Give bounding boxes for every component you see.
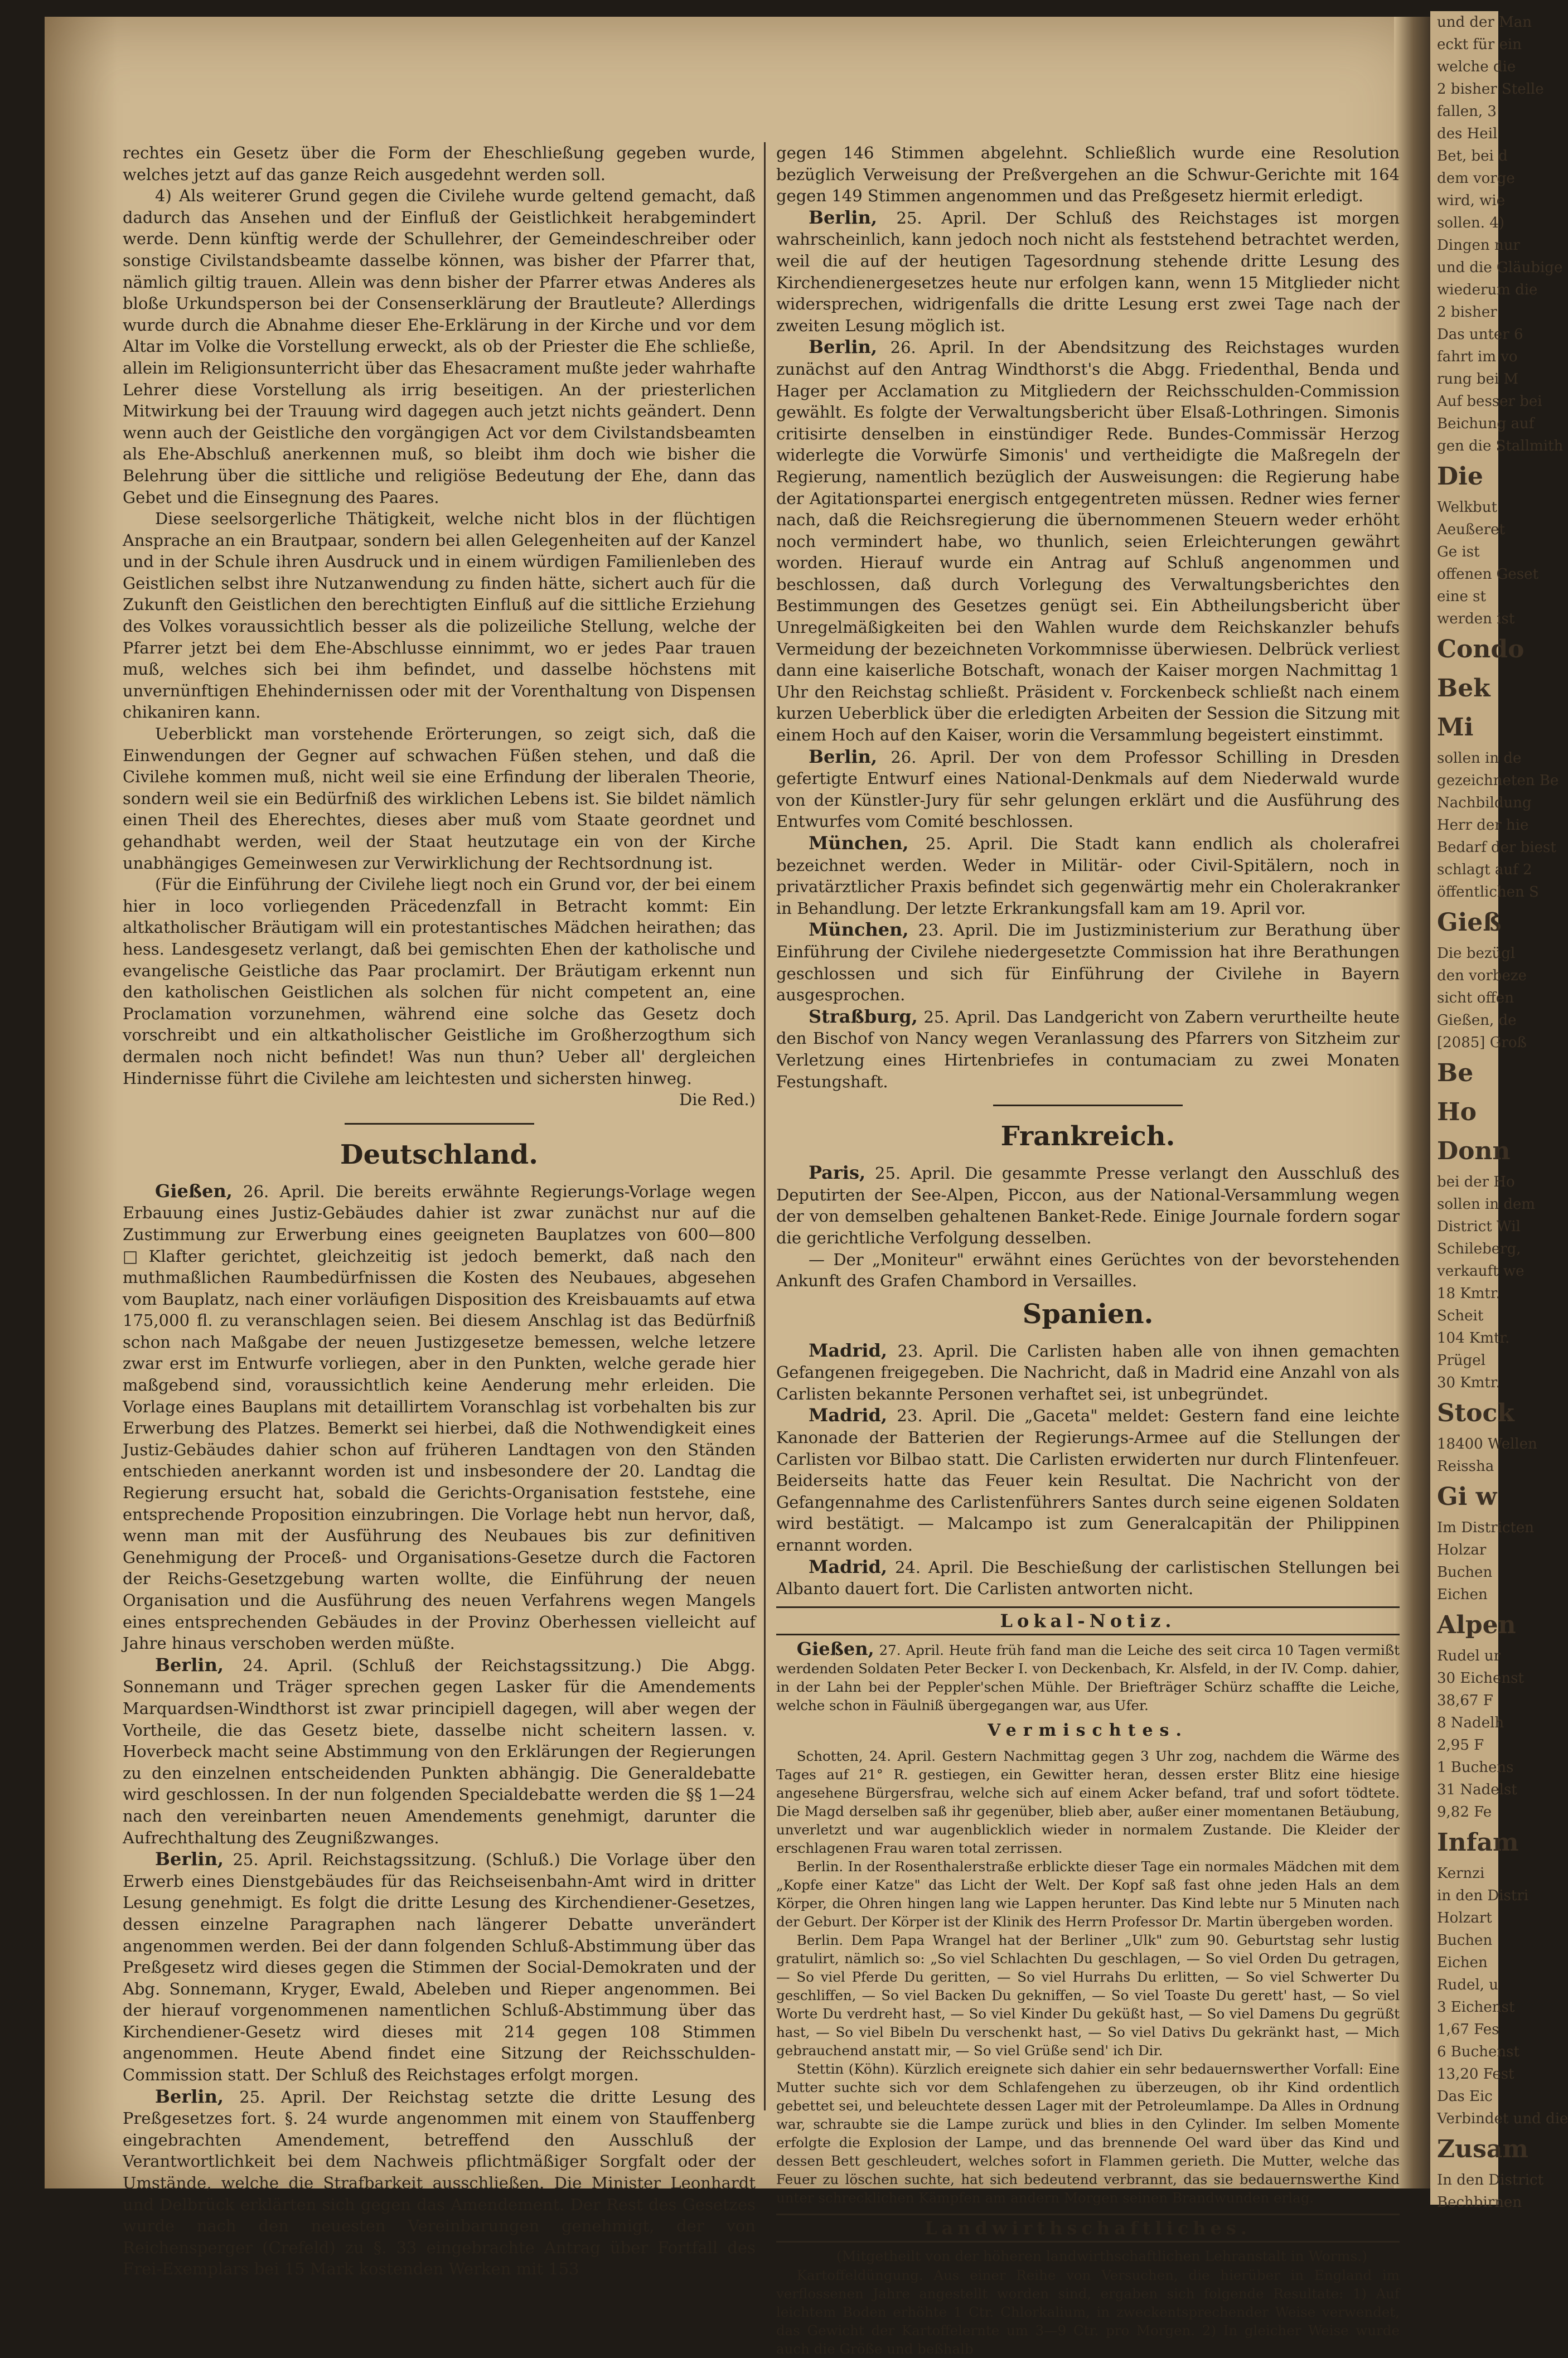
dateline-place: München, xyxy=(809,832,909,854)
adjacent-page-fragment: des Heil xyxy=(1437,125,1498,142)
news-text: 23. April. Die Carlisten haben alle von ihnen gemachten Gefangenen freigegeben. Die Nachricht, daß in Madrid eine Anzahl von als Carlisten bekannte Personen verhaftet sei, ist unbegründet. xyxy=(776,1341,1400,1403)
adjacent-page-fragment: Infam xyxy=(1437,1828,1519,1857)
landwirthschaftliches-heading: Landwirthschaftliches. xyxy=(776,2214,1400,2243)
adjacent-page-fragment: dem vorge xyxy=(1437,170,1515,187)
adjacent-page-fragment: Herr der hie xyxy=(1437,817,1529,834)
adjacent-page-fragment: Holzar xyxy=(1437,1542,1487,1558)
adjacent-page-fragment: Die xyxy=(1437,462,1483,491)
news-item xyxy=(776,832,1400,919)
adjacent-page-fragment: 6 Buchenst xyxy=(1437,2044,1519,2060)
lokal-notiz-heading: Lokal-Notiz. xyxy=(776,1606,1400,1635)
column-right xyxy=(776,142,1400,2358)
adjacent-page-fragment: öffentlichen S xyxy=(1437,884,1539,900)
news-item: Kartoffeldüngung. Aus einer Reihe von Versuchen, die hierüber in England im verflossenen Jahre angestellt worden sind, ergaben sich folgende Resultate: 1) Auf leichtem Boden erhöhte 1 Ctr. Chlorkalium, in zweckentsprechender Weise verwendet, das Gewicht der Kartoffelernte um 3—9 Ctr. pro Morgen. 2) In gleicher Weise wurde auch die Größe und beßhalb xyxy=(776,2267,1400,2357)
adjacent-page-fragment: Beichung auf xyxy=(1437,415,1535,432)
news-text: 25. April. Reichstagssitzung. (Schluß.) Die Vorlage über den Erwerb eines Dienstgebäudes für das Reichseisenbahn-Amt wird in dritter Lesung genehmigt. Es folgt die dritte Lesung des Kirchendiener-Gesetzes, dessen einzelne Paragraphen nach längerer Debatte unverändert angenommen werden. Bei der dann folgenden Schluß-Abstimmung über das Preßgesetz wird dieses gegen die Stimmen der Social-Demokraten und der Abg. Sonnemann, Kryger, Ewald, Abeleben und Rieper angenommen. Bei der hierauf vorgenommenen namentlichen Schluß-Abstimmung über das Kirchendiener-Gesetz wird dieses mit 214 gegen 108 Stimmen angenommen. Heute Abend findet eine Sitzung der Reichsschulden-Commission statt. Der Schluß des Reichstages erfolgt morgen. xyxy=(123,1850,756,2085)
dateline-place: Madrid, xyxy=(809,1556,888,1577)
adjacent-page-fragment: 30 Eichenst xyxy=(1437,1670,1524,1687)
adjacent-page-fragment: sollen in dem xyxy=(1437,1196,1536,1213)
adjacent-page-fragment: 31 Nadelst xyxy=(1437,1781,1517,1798)
news-text: 27. April. Heute früh fand man die Leiche des seit circa 10 Tagen vermißt werdenden Soldaten Peter Becker I. von Deckenbach, Kr. Alsfeld, in der IV. Comp. dahier, in der Lahn bei der Peppler'schen Mühle. Der Briefträger Schürz schaffte die Leiche, welche schon in Fäulniß übergegangen war, aus Ufer. xyxy=(776,1642,1400,1713)
adjacent-page-fragment: Gieß xyxy=(1437,908,1502,937)
dateline-place: Berlin, xyxy=(155,1654,224,1676)
article-paragraph: gegen 146 Stimmen abgelehnt. Schließlich wurde eine Resolution bezüglich Verweisung der Preßvergehen an die Schwur-Gerichte mit 164 gegen 149 Stimmen angenommen und das Preßgesetz hiermit erledigt. xyxy=(776,143,1400,206)
dateline-place: Straßburg, xyxy=(809,1005,918,1027)
adjacent-page-fragment: sollen. 4) xyxy=(1437,215,1504,231)
vermischtes-section xyxy=(776,1747,1400,2207)
adjacent-page-fragment: gezeichneten Be xyxy=(1437,772,1559,789)
dateline-place: Madrid, xyxy=(809,1405,888,1426)
adjacent-page-fragment: District Wil xyxy=(1437,1218,1521,1235)
news-item: Stettin (Köhn). Kürzlich ereignete sich dahier ein sehr bedauernswerther Vorfall: Eine Mutter suchte sich vor dem Schlafengehen zu überzeugen, ob ihr Kind ordentlich gebettet sei, und beleuchtete dessen Lager mit der Petroleumlampe. Da Alles in Ordnung war, schraubte sie die Lampe zurück und blies in den Cylinder. Im selben Momente erfolgte die Explosion der Lampe, und das brennende Oel ward über das Kind und dessen Bett geschleudert, welches sofort in Flammen gerieth. Die Mutter, welche das Feuer zu löschen suchte, hat sich bedeutend verbrannt, das sie bedauernswerthe Kind unter schrecklichen Kämpfen am andern Morgen seinen Brandwunden erlag. xyxy=(776,2060,1400,2206)
adjacent-page-fragment: Dingen nur xyxy=(1437,237,1520,254)
adjacent-page-fragment: Im Districten xyxy=(1437,1519,1535,1536)
adjacent-page-fragment: Das unter 6 xyxy=(1437,326,1523,343)
dateline-place: Paris, xyxy=(809,1162,866,1184)
news-item xyxy=(776,1162,1400,1248)
adjacent-page-fragment: In den District xyxy=(1437,2172,1544,2188)
adjacent-page-fragment: Bedarf der biest xyxy=(1437,839,1556,856)
adjacent-page-edge xyxy=(1430,11,1568,2211)
news-text: 23. April. Die „Gaceta" meldet: Gestern fand eine leichte Kanonade der Batterien der Regierungs-Armee auf die Stellungen der Carlisten vor Bilbao statt. Die Carlisten erwiderten nur durch Flintenfeuer. Beiderseits hatte das Feuer kein Resultat. Die Nachricht von der Gefangennahme des Carlistenführers Santes durch seine eigenen Soldaten wird bestätigt. — Malcampo ist zum Generalcapitän der Philippinen ernannt worden. xyxy=(776,1406,1400,1555)
section-rule xyxy=(993,1105,1183,1106)
news-item: Berlin. In der Rosenthalerstraße erblickte dieser Tage ein normales Mädchen mit dem „Kopfe einer Katze" das Licht der Welt. Der Kopf saß fast ohne jeden Hals an dem Körper, die Ohren hingen lang wie Lappen herunter. Das Kind lebte nur 5 Minuten nach der Geburt. Der Körper ist der Klinik des Herrn Professor Dr. Martin übergeben worden. xyxy=(776,1858,1400,1930)
news-text: 25. April. Der Schluß des Reichstages ist morgen wahrscheinlich, kann jedoch noch nicht als feststehend betrachtet werden, weil die auf der heutigen Tagesordnung stehende dritte Lesung des Kirchendienergesetzes heute nur erfolgen kann, wenn 15 Mitglieder nicht widersprechen, widrigenfalls die dritte Lesung erst zwei Tage nach der zweiten Lesung möglich ist. xyxy=(776,208,1400,335)
news-text: 26. April. Die bereits erwähnte Regierungs-Vorlage wegen Erbauung eines Justiz-Gebäudes dahier ist zwar zunächst nur auf die Zustimmung zur Erwerbung eines geeigneten Bauplatzes von 600—800 □Klafter gerichtet, gleichzeitig ist jedoch bemerkt, daß nach den muthmaßlichen Raumbedürfnissen die Kosten des Neubaues, abgesehen vom Bauplatz, nach einer vorläufigen Disposition des Kreisbauamts auf etwa 175,000 fl. zu veranschlagen seien. Bei diesem Anschlag ist das Bedürfniß schon nach Maßgabe der neuen Justizgesetze bemessen, welche letzere zwar erst im Entwurfe vorliegen, aber in den Punkten, welche gerade hier maßgebend sind, voraussichtlich keine Aenderung mehr erleiden. Die Vorlage eines Bauplans mit detaillirtem Voranschlag ist vorbehalten bis zur Erwerbung des Platzes. Bemerkt sei hierbei, daß die Nothwendigkeit eines Justiz-Gebäudes dahier schon auf früheren Landtagen von den Ständen entschieden anerkannt worden ist und insbesondere der 20. Landtag die Regierung ersucht hat, sobald die Gerichts-Organisation feststehe, eine entsprechende Proposition einzubringen. Die Vorlage hebt nun hervor, daß, wenn man mit der Ausführung des Neubaues bis zur definitiven Genehmigung der Proceß- und Organisations-Gesetze durch die Factoren der Reichs-Gesetzgebung warten wollte, die Einführung der neuen Organisation und die Ausführung des neuen Verfahrens wegen Mangels eines entsprechenden Gebäudes in der Provinz Oberhessen vielleicht auf Jahre hinaus verschoben werden müßte. xyxy=(123,1182,756,1653)
landwirthschaft-section xyxy=(776,2266,1400,2358)
adjacent-page-fragment: in den Distri xyxy=(1437,1887,1529,1904)
news-text: 26. April. In der Abendsitzung des Reichstages wurden zunächst auf den Antrag Windthorst's die Abgg. Friedenthal, Benda und Hager per Acclamation zu Mitgliedern der Reichsschulden-Commission gewählt. Es folgte der Verwaltungsbericht über Elsaß-Lothringen. Simonis critisirte denselben in einstündiger Rede. Bundes-Commissär Herzog widerlegte die Vorwürfe Simonis' und vertheidigte die Maßregeln der Regierung, namentlich bezüglich der Ausweisungen: die Regierung habe der Agitationspartei energisch entgegentreten müssen. Redner wies ferner nach, daß die Reichsregierung die übernommenen Steuern weder erhöht noch vermindert habe, wo thunlich, seien Erleichterungen gewährt worden. Hierauf wurde ein Antrag auf Schluß angenommen und beschlossen, daß durch Vorlegung des Verwaltungsberichtes den Bestimmungen des Gesetzes genügt sei. Ein Abtheilungsbericht über Unregelmäßigkeiten bei den Wahlen wurde dem Reichskanzler behufs Vermeidung der bezeichneten Vorkommnisse überwiesen. Delbrück verliest dann eine kaiserliche Botschaft, wonach der Kaiser morgen Nachmittag 1 Uhr den Reichstag schließt. Präsident v. Forckenbeck schließt nach einem kurzen Ueberblick über die erledigten Arbeiten der Session die Sitzung mit einem Hoch auf den Kaiser, worin die Versammlung begeistert einstimmt. xyxy=(776,338,1400,745)
news-item xyxy=(123,2086,756,2280)
adjacent-page-fragment: Stock xyxy=(1437,1399,1514,1427)
editor-signature: Die Red.) xyxy=(679,1090,756,1110)
adjacent-page-fragment: Verbindet und die xyxy=(1437,2110,1568,2127)
adjacent-page-fragment: sicht offen xyxy=(1437,990,1514,1006)
column-left xyxy=(123,142,756,2280)
article-paragraph: rechtes ein Gesetz über die Form der Eheschließung gegeben wurde, welches jetzt auf das ganze Reich ausgedehnt werden soll. xyxy=(123,143,756,184)
news-item xyxy=(776,1640,1400,1715)
landwirthschaft-subtitle: (Mitgetheilt von der höheren landwirthschaftlichen Lehranstalt in Worms.) xyxy=(836,2248,1367,2264)
adjacent-page-fragment: bei der Ho xyxy=(1437,1174,1515,1190)
adjacent-page-fragment: Ge ist xyxy=(1437,544,1480,560)
dateline-place: Gießen, xyxy=(155,1180,233,1202)
adjacent-page-fragment: 9,82 Fe xyxy=(1437,1804,1492,1820)
adjacent-page-fragment: 1,67 Fes xyxy=(1437,2021,1499,2038)
adjacent-page-fragment: Bechbirnen xyxy=(1437,2194,1522,2211)
dateline-place: Berlin, xyxy=(809,336,877,358)
news-item xyxy=(123,1654,756,1848)
adjacent-page-fragment: Eichen xyxy=(1437,1954,1488,1971)
column-divider xyxy=(764,142,766,2110)
adjacent-page-fragment: Bet, bei d xyxy=(1437,148,1508,164)
news-item xyxy=(776,336,1400,745)
news-item xyxy=(776,207,1400,337)
section-rule xyxy=(345,1123,534,1125)
adjacent-page-fragment: 1 Buchens xyxy=(1437,1759,1514,1776)
news-text: 25. April. Die Stadt kann endlich als cholerafrei bezeichnet werden. Weder in Militär- oder Civil-Spitälern, noch in privatärztlicher Praxis befindet sich gegenwärtig mehr ein Cholerakranker in Behandlung. Der letzte Erkrankungsfall kam am 19. April vor. xyxy=(776,834,1400,918)
adjacent-page-fragment: 30 Kmtr. xyxy=(1437,1374,1501,1391)
adjacent-page-fragment: sollen in de xyxy=(1437,750,1522,767)
adjacent-page-fragment: Aeußeret xyxy=(1437,521,1505,538)
adjacent-page-fragment: Scheit xyxy=(1437,1308,1484,1324)
adjacent-page-fragment: offenen Geset xyxy=(1437,566,1538,583)
adjacent-page-fragment: Bek xyxy=(1437,674,1490,703)
adjacent-page-fragment: und die Gläubige xyxy=(1437,259,1563,276)
lokal-notiz xyxy=(776,1640,1400,1715)
dateline-place: Berlin, xyxy=(155,2085,224,2107)
section-heading-deutschland: Deutschland. xyxy=(340,1139,538,1170)
adjacent-page-fragment: Donn xyxy=(1437,1137,1511,1165)
news-text: 24. April. Die Beschießung der carlistischen Stellungen bei Albanto dauert fort. Die Carlisten antworten nicht. xyxy=(776,1557,1400,1599)
news-text: 26. April. Der von dem Professor Schilling in Dresden gefertigte Entwurf eines National-Denkmals auf dem Niederwald wurde von der Künstler-Jury für sehr gelungen erklärt und die Ausführung des Entwurfes vom Comité beschlossen. xyxy=(776,747,1400,831)
adjacent-page-fragment: Be xyxy=(1437,1059,1474,1087)
adjacent-page-fragment: Gießen, de xyxy=(1437,1012,1517,1029)
adjacent-page-fragment: [2085] Groß xyxy=(1437,1034,1527,1051)
adjacent-page-fragment: Prügel xyxy=(1437,1352,1486,1369)
adjacent-page-fragment: 18 Kmtr. xyxy=(1437,1285,1501,1302)
dateline-place: Madrid, xyxy=(809,1339,888,1361)
news-item xyxy=(123,1180,756,1654)
dateline-place: Berlin, xyxy=(155,1848,224,1870)
dateline-place: München, xyxy=(809,919,909,941)
vermischtes-heading: Vermischtes. xyxy=(988,1720,1188,1740)
section-heading-spanien: Spanien. xyxy=(1022,1298,1154,1330)
adjacent-page-fragment: Die bezügl xyxy=(1437,945,1516,962)
adjacent-page-fragment: 8 Nadelh xyxy=(1437,1715,1504,1731)
adjacent-page-fragment: werden ist xyxy=(1437,611,1515,627)
adjacent-page-fragment: 13,20 Fest xyxy=(1437,2066,1514,2083)
adjacent-page-fragment: 104 Kmtr. xyxy=(1437,1330,1510,1347)
adjacent-page-fragment: fahrt im vo xyxy=(1437,348,1518,365)
news-text: 23. April. Die im Justizministerium zur Berathung über Einführung der Civilehe niedergesetzte Commission hat ihre Berathungen geschlossen und sich für Einführung der Civilehe in Bayern ausgesprochen. xyxy=(776,921,1400,1005)
adjacent-page-fragment: Schileberg, xyxy=(1437,1241,1521,1257)
adjacent-page-fragment: verkauft we xyxy=(1437,1263,1525,1280)
adjacent-page-fragment: Buchen xyxy=(1437,1932,1493,1949)
news-item: Schotten, 24. April. Gestern Nachmittag gegen 3 Uhr zog, nachdem die Wärme des Tages auf 21° R. gestiegen, ein Gewitter heran, dessen erster Blitz eine hiesige angesehene Bürgersfrau, welche sich auf einem Acker befand, traf und sofort tödtete. Die Magd derselben saß ihr gegenüber, blieb aber, außer einer momentanen Betäubung, unverletzt und war augenblicklich wieder in normalem Zustande. Die Kleider der erschlagenen Frau waren total zerrissen. xyxy=(776,1747,1400,1856)
news-item: — Der „Moniteur" erwähnt eines Gerüchtes von der bevorstehenden Ankunft des Grafen Chambord in Versailles. xyxy=(776,1250,1400,1291)
article-paragraph: (Für die Einführung der Civilehe liegt noch ein Grund vor, der bei einem hier in loco vorliegenden Präcedenzfall in Betracht kommt: Ein altkatholischer Bräutigam will ein protestantisches Mädchen heirathen; das hess. Landesgesetz verlangt, daß bei gemischten Ehen der katholische und evangelische Geistliche das Paar proclamirt. Der Bräutigam erkennt nun den katholischen Geistlichen als solchen für nicht competent an, eine Proclamation vorzunehmen, während eine solche das Gesetz doch vorschreibt und ein altkatholischer Geistliche im Großherzogthum sich dermalen noch nicht befindet! Was nun thun? Ueber all' dergleichen Hindernisse führt die Civilehe am leichtesten und sichersten hinweg. xyxy=(123,875,756,1088)
adjacent-page-fragment: Gi w xyxy=(1437,1483,1497,1511)
news-text: 25. April. Die gesammte Presse verlangt den Ausschluß des Deputirten der See-Alpen, Piccon, aus der National-Versammlung wegen der von demselben gehaltenen Banket-Rede. Einige Journale fordern sogar die gerichtliche Verfolgung desselben. xyxy=(776,1164,1400,1247)
adjacent-page-fragment: gen die Stallmith xyxy=(1437,438,1564,454)
adjacent-page-fragment: Nachbildung xyxy=(1437,795,1532,811)
news-item xyxy=(776,1006,1400,1092)
adjacent-page-fragment: Rudel, u xyxy=(1437,1977,1498,1993)
dateline-place: Berlin, xyxy=(809,206,877,228)
adjacent-page-fragment: Welkbut xyxy=(1437,499,1497,516)
adjacent-page-fragment: 2 bisher xyxy=(1437,304,1497,321)
news-item xyxy=(123,1848,756,2086)
news-item xyxy=(776,1556,1400,1600)
adjacent-page-fragment: Das Eic xyxy=(1437,2088,1493,2105)
adjacent-page-fragment: 18400 Wellen xyxy=(1437,1436,1537,1452)
article-paragraph: Diese seelsorgerliche Thätigkeit, welche nicht blos in der flüchtigen Ansprache an ein Brautpaar, sondern bei allen Gelegenheiten auf der Kanzel und in der Schule ihren Ausdruck und in einem würdigen Familienleben des Geistlichen selbst ihre Nutzanwendung zu finden hätte, sichert auch für die Zukunft den Geistlichen den berechtigten Einfluß auf die sittliche Erziehung des Volkes voraussichtlich besser als die polizeiliche Stellung, welche der Pfarrer jetzt bei dem Ehe-Abschlusse einnimmt, wo er jedes Paar trauen muß, welches sich bei ihm befindet, und dasselbe höchstens mit unvernünftigen Ehehindernissen oder mit der Vorenthaltung von Dispensen chikaniren kann. xyxy=(123,509,756,722)
dateline-place: Gießen, xyxy=(796,1638,874,1659)
adjacent-page-fragment: Eichen xyxy=(1437,1586,1488,1603)
news-item xyxy=(776,746,1400,832)
news-text: 25. April. Der Reichstag setzte die dritte Lesung des Preßgesetzes fort. §. 24 wurde angenommen mit einem von Stauffenberg eingebrachten Amendement, betreffend den Ausschluß der Verantwortlichkeit bei dem Nachweis pflichtmäßiger Sorgfalt oder der Umstände, welche die Strafbarkeit ausschließen. Die Minister Leonhardt und Delbrück erklärten sich gegen das Amendement. Der Rest des Gesetzes wurde nach den neuesten Vereinbarungen genehmigt, der von Reichensperger (Crefeld) zu §. 33 eingebrachte Antrag über Fortfall des Frei-Exemplars bei 15 Mark kostenden Werken mit 153 xyxy=(123,2087,756,2279)
adjacent-page-fragment: rung bei M xyxy=(1437,371,1519,388)
article-paragraph: Ueberblickt man vorstehende Erörterungen, so zeigt sich, daß die Einwendungen der Gegner auf schwachen Füßen stehen, und daß die Civilehe kommen muß, nicht weil sie eine Erfindung der liberalen Theorie, sondern weil sie ein Bedürfniß des wirklichen Lebens ist. Sie bildet nämlich einen Theil des Eherechtes, dieses aber muß vom Staate geordnet und gehandhabt werden, weil der Staat heutzutage ein von der Kirche unabhängiges Gemeinwesen zur Verwirklichung der Rechtsordnung ist. xyxy=(123,724,756,873)
adjacent-page-fragment: Rudel ur xyxy=(1437,1648,1501,1664)
adjacent-page-fragment: wird, wie xyxy=(1437,192,1506,209)
adjacent-page-fragment: Zusam xyxy=(1437,2135,1528,2163)
adjacent-page-fragment: 2 bisher Stelle xyxy=(1437,81,1544,98)
adjacent-page-fragment: wiederum die xyxy=(1437,282,1538,298)
adjacent-page-fragment: Buchen xyxy=(1437,1564,1493,1581)
adjacent-page-fragment: Alpen xyxy=(1437,1611,1516,1639)
book-gutter xyxy=(1394,17,1433,2188)
section-heading-frankreich: Frankreich. xyxy=(1000,1121,1175,1153)
adjacent-page-fragment: eine st xyxy=(1437,588,1486,605)
adjacent-page-fragment: Condo xyxy=(1437,635,1525,664)
adjacent-page-fragment: Kernzi xyxy=(1437,1865,1485,1882)
news-text: 25. April. Das Landgericht von Zabern verurtheilte heute den Bischof von Nancy wegen Veranlassung des Pfarrers von Sitzheim zur Verletzung eines Hirtenbriefes in contumaciam zu zwei Monaten Festungshaft. xyxy=(776,1007,1400,1091)
adjacent-page-fragment: Mi xyxy=(1437,713,1474,742)
adjacent-page-fragment: Reissha xyxy=(1437,1458,1494,1475)
article-paragraph: 4) Als weiterer Grund gegen die Civilehe wurde geltend gemacht, daß dadurch das Ansehen und der Einfluß der Geistlichkeit herabgemindert werde. Denn künftig werde der Schullehrer, der Gemeindeschreiber oder sonstige Civilstandsbeamte dasselbe können, was bisher der Pfarrer that, nämlich giltig trauen. Allein was denn bisher der Pfarrer etwas Anderes als bloße Urkundsperson bei der Consenserklärung der Brautleute? Allerdings wurde durch die Abnahme dieser Ehe-Erklärung in der Kirche und vor dem Altar im Volke die Vorstellung erweckt, als ob der Priester die Ehe schließe, allein im Religionsunterricht über das Ehesacrament mußte jeder wahrhafte Lehrer diese Vorstellung als irrig beseitigen. An der priesterlichen Mitwirkung bei der Trauung wird dagegen auch jetzt nichts geändert. Denn wenn auch der Geistliche den vorgängigen Act vor dem Civilstandsbeamten als Ehe-Abschluß anerkennen muß, so bleibt ihm doch wie bisher die Belehrung über die sittliche und religiöse Bedeutung der Ehe, dann das Gebet und die Einsegnung des Paares. xyxy=(123,186,756,507)
adjacent-page-fragment: 2,95 F xyxy=(1437,1737,1484,1754)
adjacent-page-fragment: 3 Eichenst xyxy=(1437,1999,1515,2016)
binding-shadow xyxy=(45,17,117,2188)
news-item: Berlin. Dem Papa Wrangel hat der Berliner „Ulk" zum 90. Geburtstag sehr lustig gratulirt, nämlich so: „So viel Schlachten Du geschlagen, — So viel Orden Du getragen, — So viel Pferde Du geritten, — So viel Hurrahs Du erlitten, — So viel Schwerter Du geschliffen, — So viel Backen Du gekniffen, — So viel Toaste Du gerett' hast, — So viel Worte Du verdreht hast, — So viel Kinder Du geküßt hast, — So viel Damens Du gegrüßt hast, — So viel Bibeln Du verschenkt hast, — So viel Dativs Du gekränkt hast, — Mich gebrauchend anstatt mir, — So viel Grüße send' ich Dir. xyxy=(776,1931,1400,2059)
news-item xyxy=(776,919,1400,1005)
dateline-place: Berlin, xyxy=(809,745,877,767)
adjacent-page-fragment: Auf besser bei xyxy=(1437,393,1542,410)
adjacent-page-fragment: 38,67 F xyxy=(1437,1692,1493,1709)
adjacent-page-fragment: fallen, 3 xyxy=(1437,103,1497,120)
adjacent-page-fragment: Holzart xyxy=(1437,1910,1492,1926)
adjacent-page-fragment: den vorbeze xyxy=(1437,967,1527,984)
news-item xyxy=(776,1405,1400,1556)
news-item xyxy=(776,1340,1400,1405)
adjacent-page-fragment: eckt für ein xyxy=(1437,36,1522,53)
news-text: 24. April. (Schluß der Reichstagssitzung.) Die Abgg. Sonnemann und Träger sprechen gegen Lasker für die Amendements Marquardsen-Windthorst ist zwar principiell dagegen, will aber wegen der Vortheile, die das Gesetz biete, dasselbe nicht scheitern lassen. v. Hoverbeck macht seine Abstimmung von den Erklärungen der Regierungen zu den einzelnen entscheidenden Punkten abhängig. Die Generaldebatte wird geschlossen. In der nun folgenden Specialdebatte werden die §§ 1—24 nach den vereinbarten neuen Amendements genehmigt, darunter die Aufrechthaltung des Zeugnißzwanges. xyxy=(123,1655,756,1847)
adjacent-page-fragment: welche die xyxy=(1437,59,1516,75)
adjacent-page-fragment: und der Man xyxy=(1437,14,1532,31)
adjacent-page-fragment: schlagt auf 2 xyxy=(1437,861,1532,878)
adjacent-page-fragment: Ho xyxy=(1437,1098,1477,1126)
